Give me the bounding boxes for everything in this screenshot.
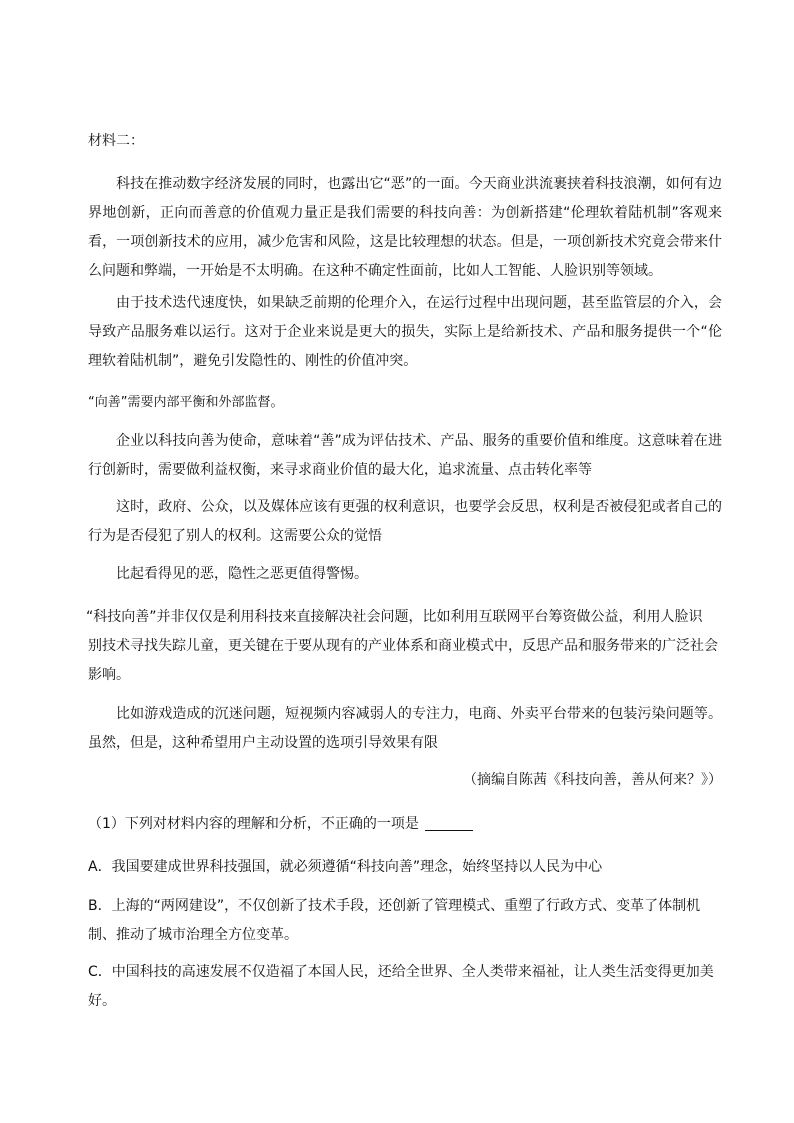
option-b: B．上海的“两网建设”，不仅创新了技术手段，还创新了管理模式、重塑了行政方式、变革了体制机制、推动了城市治理全方位变革。 <box>88 898 701 943</box>
material-label: 材料二： <box>88 133 144 149</box>
question-stem <box>88 810 728 839</box>
answer-blank[interactable] <box>425 816 473 831</box>
subheading: “向善”需要内部平衡和外部监督。 <box>88 395 284 410</box>
paragraph-5: 比起看得见的恶，隐性之恶更值得警惕。 <box>116 566 368 582</box>
paragraph-6 <box>88 603 722 690</box>
paragraph-7: 比如游戏造成的沉迷问题，短视频内容减弱人的专注力，电商、外卖平台带来的包装污染问题等。虽然，但是，这种希望用户主动设置的选项引导效果有限 <box>88 706 722 751</box>
paragraph-3: 企业以科技向善为使命，意味着“善”成为评估技术、产品、服务的重要价值和维度。这意味着在进行创新时，需要做利益权衡，来寻求商业价值的最大化，追求流量、点击转化率等 <box>88 433 722 478</box>
source-citation: （摘编自陈茜《科技向善，善从何来？》） <box>463 772 722 788</box>
option-a: A．我国要建成世界科技强国，就必须遵循“科技向善”理念，始终坚持以人民为中心 <box>88 859 603 875</box>
question-stem-text: （1）下列对材料内容的理解和分析，不正确的一项是 <box>88 816 419 832</box>
paragraph-6-first-line: “科技向善”并非仅仅是利用科技来直接解决社会问题，比如利用互联网平台筹资做公益，利用人脸识 <box>86 609 703 625</box>
paragraph-4: 这时，政府、公众，以及媒体应该有更强的权利意识，也要学会反思，权利是否被侵犯或者自己的行为是否侵犯了别人的权利。这需要公众的觉悟 <box>88 499 722 544</box>
paragraph-1: 科技在推动数字经济发展的同时，也露出它“恶”的一面。今天商业洪流裹挟着科技浪潮，如何有边界地创新，正向而善意的价值观力量正是我们需要的科技向善：为创新搭建“伦理软着陆机制”客观来看，一项创新技术的应用，减少危害和风险，这是比较理想的状态。但是，一项创新技术究竟会带来什么问题和弊端，一开始是不太明确。在这种不确定性面前，比如人工智能、人脸识别等领域。 <box>88 176 722 279</box>
paragraph-6-rest: 别技术寻找失踪儿童，更关键在于要从现有的产业体系和商业模式中，反思产品和服务带来的广泛社会影响。 <box>88 638 718 683</box>
paragraph-2: 由于技术迭代速度快，如果缺乏前期的伦理介入，在运行过程中出现问题，甚至监管层的介入，会导致产品服务难以运行。这对于企业来说是更大的损失，实际上是给新技术、产品和服务提供一个“伦理软着陆机制”，避免引发隐性的、刚性的价值冲突。 <box>88 295 722 369</box>
option-c: C．中国科技的高速发展不仅造福了本国人民，还给全世界、全人类带来福祉，让人类生活变得更加美好。 <box>88 964 714 1009</box>
